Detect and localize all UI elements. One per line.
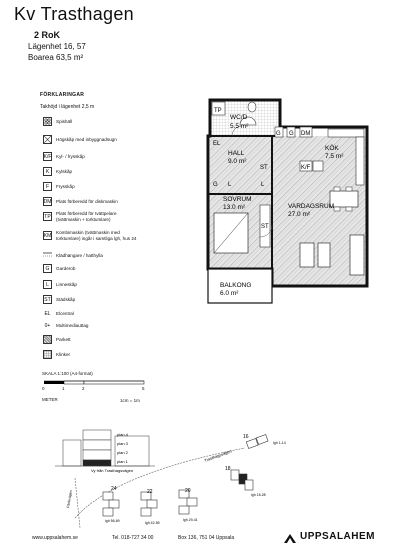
scale-unit-right: 1cm = 1m	[120, 398, 140, 403]
apartment-number: Lägenhet 16, 57	[28, 42, 86, 51]
kitchen-counter-side	[356, 137, 364, 185]
legend-label: Linneskåp	[56, 281, 77, 287]
building-range: lgh 1-14	[273, 441, 286, 445]
floor-plan-2	[83, 450, 111, 460]
scale-tick-1: 1	[62, 386, 65, 391]
dining-table	[330, 191, 358, 207]
road-label: Trasthagsvägen	[203, 448, 233, 463]
legend-item	[43, 181, 75, 192]
floor-label: plan 2	[117, 450, 128, 455]
living-area: Boarea 63,5 m²	[28, 53, 84, 62]
legend-symbol: K	[43, 167, 52, 176]
scale-title: SKALA 1:100 (A4-format)	[42, 371, 93, 376]
sofa	[350, 235, 364, 275]
footer-phone: Tel. 018-727 34 00	[112, 535, 154, 541]
plan-label-g1: G	[276, 131, 281, 137]
legend-item	[43, 263, 75, 274]
room-type: 2 RoK	[34, 30, 61, 40]
building-range: lgh 56-69	[105, 519, 120, 523]
plan-label-l1: L	[228, 182, 232, 188]
scale-unit-left: METER	[42, 397, 58, 402]
footer-web[interactable]: www.uppsalahem.se	[32, 535, 78, 541]
plan-label-l2: L	[261, 182, 265, 188]
building-22	[141, 489, 160, 525]
room-name-balkong: BALKONG	[220, 282, 252, 289]
legend-label: Multimediauttag	[56, 322, 89, 328]
legend-item	[43, 230, 141, 241]
building-16	[243, 434, 286, 448]
site-plan	[55, 418, 355, 528]
legend-title: FÖRKLARINGAR	[40, 92, 85, 98]
footer-address: Box 136, 751 04 Uppsala	[178, 535, 235, 541]
legend-label: Kyl- / frysskåp	[56, 153, 85, 159]
plan-label-dm: DM	[301, 131, 311, 137]
legend-label: Klinker	[56, 351, 71, 357]
legend-symbol: ST	[44, 296, 51, 303]
plan-label-st2: ST	[261, 224, 269, 230]
legend-symbol: 0+	[44, 322, 51, 329]
legend-item	[43, 349, 70, 360]
room-name-kok: KÖK	[325, 145, 339, 152]
floor-label: plan 4	[117, 432, 128, 437]
building-range: lgh 15-28	[251, 493, 266, 497]
scale-bar	[42, 378, 152, 390]
building-18	[225, 466, 266, 497]
legend-label: Parkett	[56, 336, 71, 342]
legend-label: Kombimaskin (tvättmaskin med torktumlare) ingår i samtliga lgh, hus 24	[56, 230, 137, 241]
legend-symbol: TP	[44, 213, 51, 220]
armchair	[300, 243, 314, 267]
oven-box	[313, 161, 323, 171]
footer-logo: UPPSALAHEM	[300, 531, 376, 542]
footer-bar	[0, 529, 413, 530]
room-area-vardagsrum: 27.0 m²	[288, 211, 311, 218]
legend-label: Elcentral	[56, 310, 74, 316]
room-area-sovrum: 13.0 m²	[223, 204, 246, 211]
room-area-wc: 5.5 m²	[230, 123, 249, 130]
plan-label-tp: TP	[214, 108, 222, 114]
room-area-hall: 9.0 m²	[228, 158, 247, 165]
room-name-hall: HALL	[228, 150, 245, 157]
legend-symbol: F	[43, 182, 52, 191]
legend-item	[43, 294, 75, 305]
legend-symbol: DM	[43, 198, 52, 205]
floor-plan	[180, 95, 380, 305]
oven-icon	[43, 135, 52, 144]
floor-plan-3	[83, 440, 111, 450]
building-number: 16	[243, 434, 249, 440]
floor-label: plan 3	[117, 441, 128, 446]
building-elevation	[63, 440, 81, 466]
kitchen-counter	[328, 129, 364, 137]
room-area-balkong: 6.0 m²	[220, 290, 239, 297]
road-label: Pärlevägen	[66, 490, 74, 509]
floor-label: plan 1	[117, 459, 128, 464]
legend-symbol: EL	[44, 310, 51, 317]
room-name-sovrum: SOVRUM	[223, 196, 252, 203]
legend-item	[43, 211, 136, 222]
toilet-icon	[248, 102, 256, 112]
legend-item	[43, 134, 117, 145]
plan-label-g3: G	[213, 182, 218, 188]
legend-item	[43, 151, 85, 162]
stove-icon	[43, 117, 52, 126]
hanger-icon	[43, 251, 52, 260]
road-parlevagen	[75, 478, 80, 528]
building-number: 24	[111, 486, 117, 492]
building-number: 20	[185, 488, 191, 494]
chair	[334, 207, 340, 211]
building-24	[103, 486, 120, 523]
room-area-kok: 7.5 m²	[325, 153, 344, 160]
legend-label: Kylskåp	[56, 168, 73, 174]
tile-swatch-icon	[43, 350, 52, 359]
view-caption: Vy från Trasthagsvägen	[91, 468, 134, 473]
legend-symbol: KM	[43, 232, 52, 239]
legend-item	[43, 334, 71, 345]
floor-plan-1	[83, 460, 111, 466]
building-range: lgh 42-55	[145, 521, 160, 525]
legend-label: Högskåp med inbyggnadsugn	[56, 136, 117, 142]
scale-tick-2: 2	[82, 386, 85, 391]
legend-item	[43, 279, 77, 290]
plan-label-el: EL	[213, 141, 221, 147]
chair	[334, 187, 340, 191]
coffee-table	[318, 243, 330, 267]
plan-label-st1: ST	[260, 165, 268, 171]
room-name-vardagsrum: VARDAGSRUM	[288, 203, 335, 210]
legend-label: Plats förberedd för diskmaskin	[56, 198, 118, 204]
scale-tick-5: 5	[142, 386, 145, 391]
chair	[346, 207, 352, 211]
legend-label: Frysskåp	[56, 183, 75, 189]
legend-label: Klädhängare / hatthylla	[56, 252, 103, 258]
plan-label-kf: K/F	[301, 165, 311, 171]
legend-label: Garderob	[56, 265, 76, 271]
floor-plan-4	[83, 430, 111, 440]
plan-label-g2: G	[289, 131, 294, 137]
legend-item	[43, 196, 118, 207]
legend-label: Plats förberedd för tvättpelare (tvättmaskin + torktumlare)	[56, 211, 117, 222]
legend-label: Städskåp	[56, 296, 76, 302]
legend-symbol: K/F	[43, 153, 52, 160]
legend-ceiling: Takhöjd i lägenhet 2,5 m	[40, 104, 95, 110]
parquet-swatch-icon	[43, 335, 52, 344]
legend-symbol: L	[43, 280, 52, 289]
chair	[346, 187, 352, 191]
room-name-wc: WC/D	[230, 114, 248, 121]
building-20	[179, 488, 198, 522]
legend-item	[43, 250, 103, 261]
page-title: Kv Trasthagen	[14, 4, 134, 24]
legend-symbol: G	[43, 264, 52, 273]
legend-item	[43, 166, 72, 177]
building-number: 22	[147, 489, 153, 495]
legend-item	[43, 320, 88, 331]
uppsalahem-logo-icon	[283, 530, 297, 544]
legend-item	[43, 116, 72, 127]
building-number: 18	[225, 466, 231, 472]
scale-tick-0: 0	[42, 386, 45, 391]
legend-item	[43, 308, 74, 319]
building-range: lgh 29-41	[183, 518, 198, 522]
legend-label: Spishäll	[56, 118, 73, 124]
